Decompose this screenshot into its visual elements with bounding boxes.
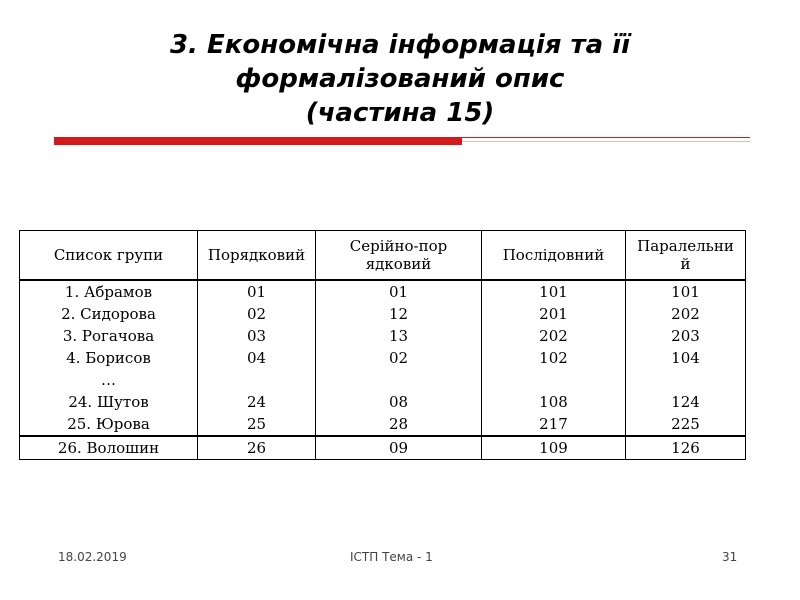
cell-parallel: 225 <box>626 413 746 436</box>
cell-name: 4. Борисов <box>20 347 198 369</box>
cell-ordinal: 24 <box>198 391 316 413</box>
cell-sequential: 102 <box>482 347 626 369</box>
cell-parallel: 202 <box>626 303 746 325</box>
header-cell: Список групи <box>20 231 198 281</box>
title-underline-bar <box>54 137 462 145</box>
table-row-last <box>20 436 746 460</box>
cell-ordinal: 03 <box>198 325 316 347</box>
cell-ordinal: 25 <box>198 413 316 436</box>
header-cell <box>316 231 482 281</box>
header-cell: Послідовний <box>482 231 626 281</box>
table-row <box>20 391 746 413</box>
cell-parallel <box>626 369 746 391</box>
title-line-2: формалізований опис <box>235 64 565 94</box>
cell-sequential: 108 <box>482 391 626 413</box>
slide-title <box>120 28 680 130</box>
cell-serial <box>316 369 482 391</box>
cell-sequential: 101 <box>482 280 626 303</box>
table-row-ellipsis <box>20 369 746 391</box>
cell-parallel: 124 <box>626 391 746 413</box>
cell-parallel: 104 <box>626 347 746 369</box>
cell-ordinal: 26 <box>198 436 316 460</box>
cell-sequential: 202 <box>482 325 626 347</box>
title-line-3: (частина 15) <box>305 98 495 128</box>
cell-sequential: 201 <box>482 303 626 325</box>
cell-serial: 09 <box>316 436 482 460</box>
footer-date: 18.02.2019 <box>58 550 127 564</box>
cell-serial: 01 <box>316 280 482 303</box>
table-row <box>20 413 746 436</box>
cell-ordinal: 04 <box>198 347 316 369</box>
title-line-1: 3. Економічна інформація та її <box>169 30 631 60</box>
table-header-row <box>20 231 746 281</box>
cell-sequential: 109 <box>482 436 626 460</box>
cell-parallel: 101 <box>626 280 746 303</box>
cell-name: … <box>20 369 198 391</box>
cell-ordinal: 02 <box>198 303 316 325</box>
table-row <box>20 347 746 369</box>
table-row <box>20 303 746 325</box>
header-cell-text: Серійно-порядковий <box>349 237 448 273</box>
cell-serial: 28 <box>316 413 482 436</box>
coding-table <box>19 230 746 460</box>
footer-page-number: 31 <box>722 550 738 564</box>
cell-name: 26. Волошин <box>20 436 198 460</box>
header-cell-text: Паралельний <box>637 237 734 273</box>
cell-name: 2. Сидорова <box>20 303 198 325</box>
cell-sequential <box>482 369 626 391</box>
header-cell: Порядковий <box>198 231 316 281</box>
title-underline-thin-line <box>462 137 750 138</box>
cell-name: 25. Юрова <box>20 413 198 436</box>
cell-serial: 12 <box>316 303 482 325</box>
header-cell <box>626 231 746 281</box>
footer-topic: ІСТП Тема - 1 <box>350 550 433 564</box>
cell-parallel: 203 <box>626 325 746 347</box>
cell-name: 1. Абрамов <box>20 280 198 303</box>
cell-serial: 02 <box>316 347 482 369</box>
cell-name: 24. Шутов <box>20 391 198 413</box>
table-row <box>20 325 746 347</box>
table-row <box>20 280 746 303</box>
cell-serial: 13 <box>316 325 482 347</box>
cell-ordinal: 01 <box>198 280 316 303</box>
cell-serial: 08 <box>316 391 482 413</box>
cell-ordinal <box>198 369 316 391</box>
title-underline-shadow-line <box>462 141 750 142</box>
cell-sequential: 217 <box>482 413 626 436</box>
cell-parallel: 126 <box>626 436 746 460</box>
cell-name: 3. Рогачова <box>20 325 198 347</box>
